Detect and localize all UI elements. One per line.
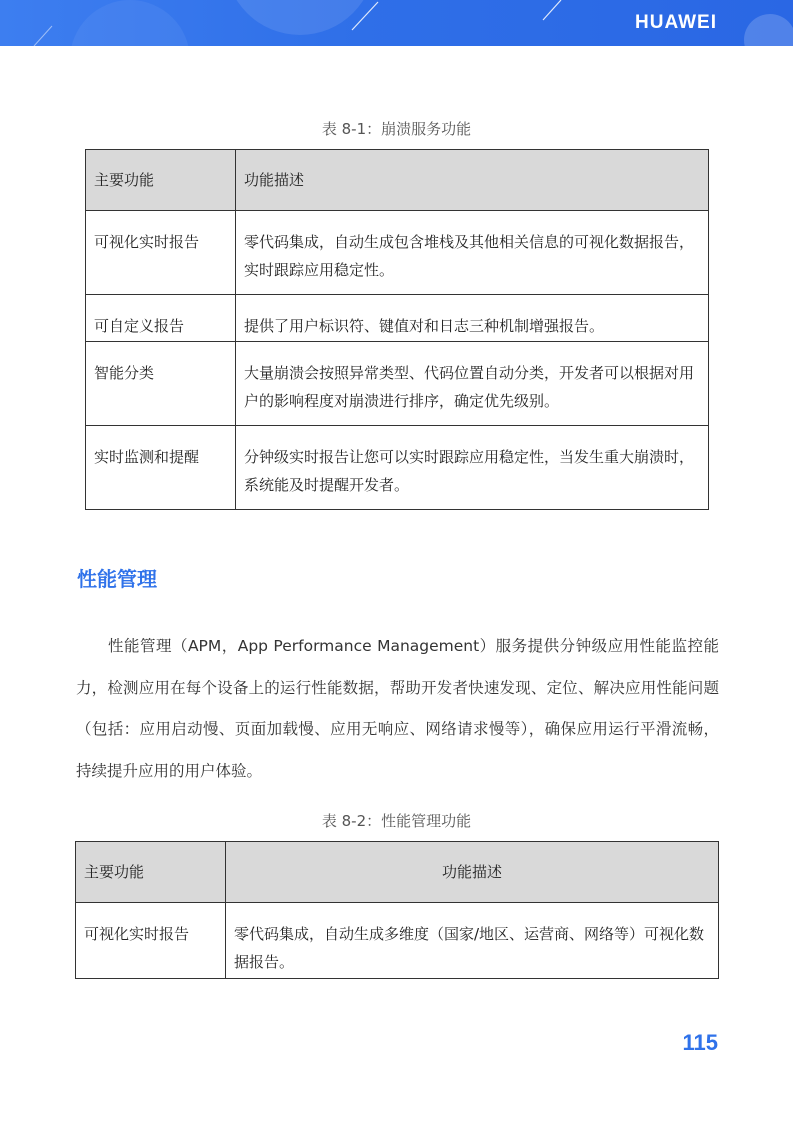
- description-cell: 大量崩溃会按照异常类型、代码位置自动分类，开发者可以根据对用户的影响程度对崩溃进行排序，确定优先级别。: [236, 342, 709, 426]
- function-cell: 可视化实时报告: [86, 211, 236, 295]
- description-cell: 零代码集成，自动生成包含堆栈及其他相关信息的可视化数据报告，实时跟踪应用稳定性。: [236, 211, 709, 295]
- table-row: [76, 903, 719, 979]
- description-cell: 零代码集成，自动生成多维度（国家/地区、运营商、网络等）可视化数据报告。: [226, 903, 719, 979]
- column-header-function: 主要功能: [76, 842, 226, 903]
- header-band: [0, 0, 793, 46]
- table1-caption: 表 8-1：崩溃服务功能: [321, 120, 472, 138]
- table2-caption: 表 8-2：性能管理功能: [321, 812, 472, 830]
- page-number: 115: [682, 1030, 718, 1055]
- description-cell: 提供了用户标识符、键值对和日志三种机制增强报告。: [236, 295, 709, 342]
- table-header-row: [86, 150, 709, 211]
- description-cell: 分钟级实时报告让您可以实时跟踪应用稳定性，当发生重大崩溃时，系统能及时提醒开发者。: [236, 426, 709, 510]
- section-title: 性能管理: [77, 567, 157, 591]
- column-header-description: 功能描述: [226, 842, 719, 903]
- huawei-logo-text: HUAWEI: [635, 12, 717, 33]
- function-cell: 可视化实时报告: [76, 903, 226, 979]
- table-row: [86, 295, 709, 342]
- column-header-description: 功能描述: [236, 150, 709, 211]
- crash-service-table: [85, 149, 709, 510]
- function-cell: 可自定义报告: [86, 295, 236, 342]
- function-cell: 智能分类: [86, 342, 236, 426]
- table-header-row: [76, 842, 719, 903]
- table-row: [86, 426, 709, 510]
- table-row: [86, 211, 709, 295]
- function-cell: 实时监测和提醒: [86, 426, 236, 510]
- performance-management-table: [75, 841, 719, 979]
- section-paragraph: 性能管理（APM，App Performance Management）服务提供分钟级应用性能监控能力，检测应用在每个设备上的运行性能数据，帮助开发者快速发现、定位、解决应用性能问题（包括：应用启动慢、页面加载慢、应用无响应、网络请求慢等），确保应用运行平滑流畅，持续提升应用的用户体验。: [76, 637, 719, 780]
- column-header-function: 主要功能: [86, 150, 236, 211]
- table-row: [86, 342, 709, 426]
